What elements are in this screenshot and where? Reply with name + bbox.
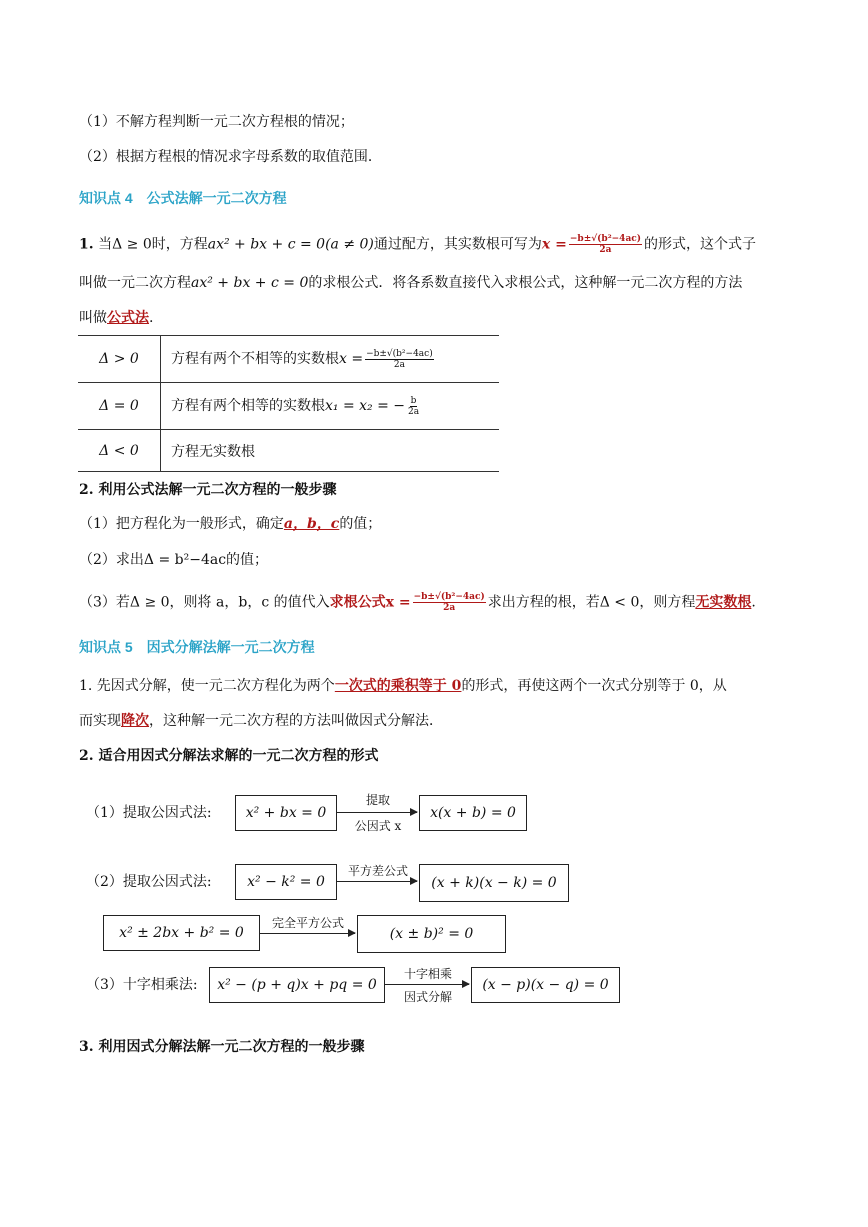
kp5-paragraph-1-line-2 (79, 711, 443, 731)
keyword-coefficients: a，b，c (283, 516, 340, 532)
kp4-p1-text-b: 通过配方，其实数根可写为 (373, 236, 542, 253)
kp4-p1-line2-text-a: 叫做一元二次方程 (79, 275, 191, 291)
diagram-arrow-right-icon (337, 812, 417, 813)
keyword-formula-method: 公式法 (107, 310, 149, 326)
table-row (78, 336, 499, 383)
diagram-box-left: x² − (p + q)x + pq = 0 (209, 967, 385, 1003)
kp4-p1-line2-equation: ax² + bx + c = 0 (191, 275, 309, 291)
table-cell-condition: Δ < 0 (78, 430, 161, 472)
keyword-reduce-degree: 降次 (121, 713, 149, 729)
step1-text-a: （1）把方程化为一般形式，确定 (79, 516, 284, 532)
section-title-kp4: 知识点 4 公式法解一元二次方程 (79, 190, 287, 206)
kp4-p1-line3-text-b: . (149, 310, 154, 326)
table-result-expr: x = (339, 351, 364, 368)
diagram-box-right: (x ± b)² = 0 (357, 915, 506, 953)
kp4-p1-equation: ax² + bx + c = 0(a ≠ 0) (207, 236, 374, 253)
table-cell-result: 方程无实数根 (161, 430, 500, 472)
intro-item-2: （2）根据方程根的情况求字母系数的取值范围． (79, 149, 382, 165)
kp4-step-3 (79, 592, 756, 613)
table-cell-condition: Δ > 0 (78, 336, 161, 383)
kp4-p1-text-c: 的形式，这个式子 (644, 236, 757, 253)
step3-formula-fraction (413, 592, 486, 613)
kp5-p1-line2-text-b: ，这种解一元二次方程的方法叫做因式分解法． (149, 713, 443, 729)
section-title-kp5: 知识点 5 因式分解法解一元二次方程 (79, 639, 315, 655)
table-cell-result (161, 336, 500, 383)
formula-denominator: 2a (443, 603, 456, 613)
kp5-forms-title: 2. 适合用因式分解法求解的一元二次方程的形式 (79, 748, 379, 764)
table-row (78, 430, 499, 472)
kp4-step-2: （2）求出Δ = b²−4ac的值； (79, 552, 269, 568)
kp4-paragraph-1-line-3 (79, 308, 153, 328)
diagram-arrow-label-top: 提取 (365, 793, 390, 807)
table-result-fraction (365, 349, 434, 370)
kp4-p1-line3-text-a: 叫做 (79, 310, 107, 326)
diagram-arrow-right-icon (259, 933, 355, 934)
diagram-arrow-right-icon (385, 984, 469, 985)
diagram-box-right: (x + k)(x − k) = 0 (419, 864, 569, 902)
diagram-arrow-right-icon (337, 881, 417, 882)
discriminant-table (78, 335, 499, 472)
fraction-denominator: 2a (393, 359, 405, 370)
kp4-p1-text-a: 当Δ ≥ 0时，方程 (98, 236, 208, 253)
table-row (78, 383, 499, 430)
kp4-paragraph-1-line-2 (79, 273, 742, 293)
diagram-box-right: (x − p)(x − q) = 0 (471, 967, 620, 1003)
kp4-steps-title: 2. 利用公式法解一元二次方程的一般步骤 (79, 482, 337, 498)
diagram-box-right: x(x + b) = 0 (419, 795, 527, 831)
table-cell-result (161, 383, 500, 430)
diagram-arrow-label-top: 平方差公式 (347, 864, 408, 878)
kp4-step-1 (79, 514, 381, 534)
table-cell-condition: Δ = 0 (78, 383, 161, 430)
diagram-arrow-label-bottom: 公因式 x (354, 819, 402, 833)
diagram-arrow-label-top: 完全平方公式 (271, 916, 344, 930)
keyword-root-formula: 求根公式x = (329, 594, 411, 611)
table-result-expr: x₁ = x₂ = − (325, 398, 406, 415)
kp4-formula-fraction (569, 234, 642, 255)
diagram-box-left: x² − k² = 0 (235, 864, 337, 900)
diagram-arrow-label-bottom: 因式分解 (403, 990, 452, 1004)
step3-text-b: 求出方程的根，若Δ < 0，则方程 (487, 594, 696, 611)
keyword-no-real-roots: 无实数根 (695, 594, 752, 611)
fraction-numerator: −b±√(b²−4ac) (366, 348, 433, 359)
fraction-denominator: 2a (408, 406, 420, 417)
step3-text-c: . (751, 594, 756, 611)
formula-denominator: 2a (599, 245, 612, 255)
fraction-numerator: b (410, 395, 417, 406)
kp5-p1-line2-text-a: 而实现 (79, 713, 121, 729)
kp4-paragraph-1 (79, 234, 756, 255)
kp5-p1-text-a: 1. 先因式分解，使一元二次方程化为两个 (79, 678, 335, 694)
diagram-box-left: x² ± 2bx + b² = 0 (103, 915, 260, 951)
kp4-p1-number: 1. (79, 236, 94, 253)
kp5-steps-title: 3. 利用因式分解法解一元二次方程的一般步骤 (79, 1039, 365, 1055)
step1-text-b: 的值； (339, 516, 382, 532)
table-result-fraction (407, 396, 420, 417)
kp4-p1-line2-text-b: 的求根公式．将各系数直接代入求根公式，这种解一元二次方程的方法 (308, 275, 743, 291)
diagram-label-common-factor: （1）提取公因式法: (86, 805, 212, 821)
diagram-box-left: x² + bx = 0 (235, 795, 337, 831)
table-result-text: 方程有两个相等的实数根 (171, 398, 325, 415)
kp5-p1-text-b: 的形式，再使这两个一次式分别等于 0，从 (461, 678, 727, 694)
kp5-paragraph-1 (79, 676, 727, 696)
formula-numerator: −b±√(b²−4ac) (569, 234, 642, 244)
formula-numerator: −b±√(b²−4ac) (413, 592, 485, 602)
kp4-formula-lhs: x = (541, 236, 567, 253)
table-result-text: 方程有两个不相等的实数根 (171, 351, 339, 368)
diagram-label-cross-multiplication: （3）十字相乘法: (86, 977, 198, 993)
diagram-label-difference-of-squares: （2）提取公因式法: (86, 874, 212, 890)
intro-item-1: （1）不解方程判断一元二次方程根的情况； (79, 114, 354, 130)
step3-text-a: （3）若Δ ≥ 0，则将 a，b，c 的值代入 (79, 594, 330, 611)
diagram-arrow-label-top: 十字相乘 (403, 967, 452, 981)
keyword-product-zero: 一次式的乘积等于 0 (334, 678, 462, 694)
